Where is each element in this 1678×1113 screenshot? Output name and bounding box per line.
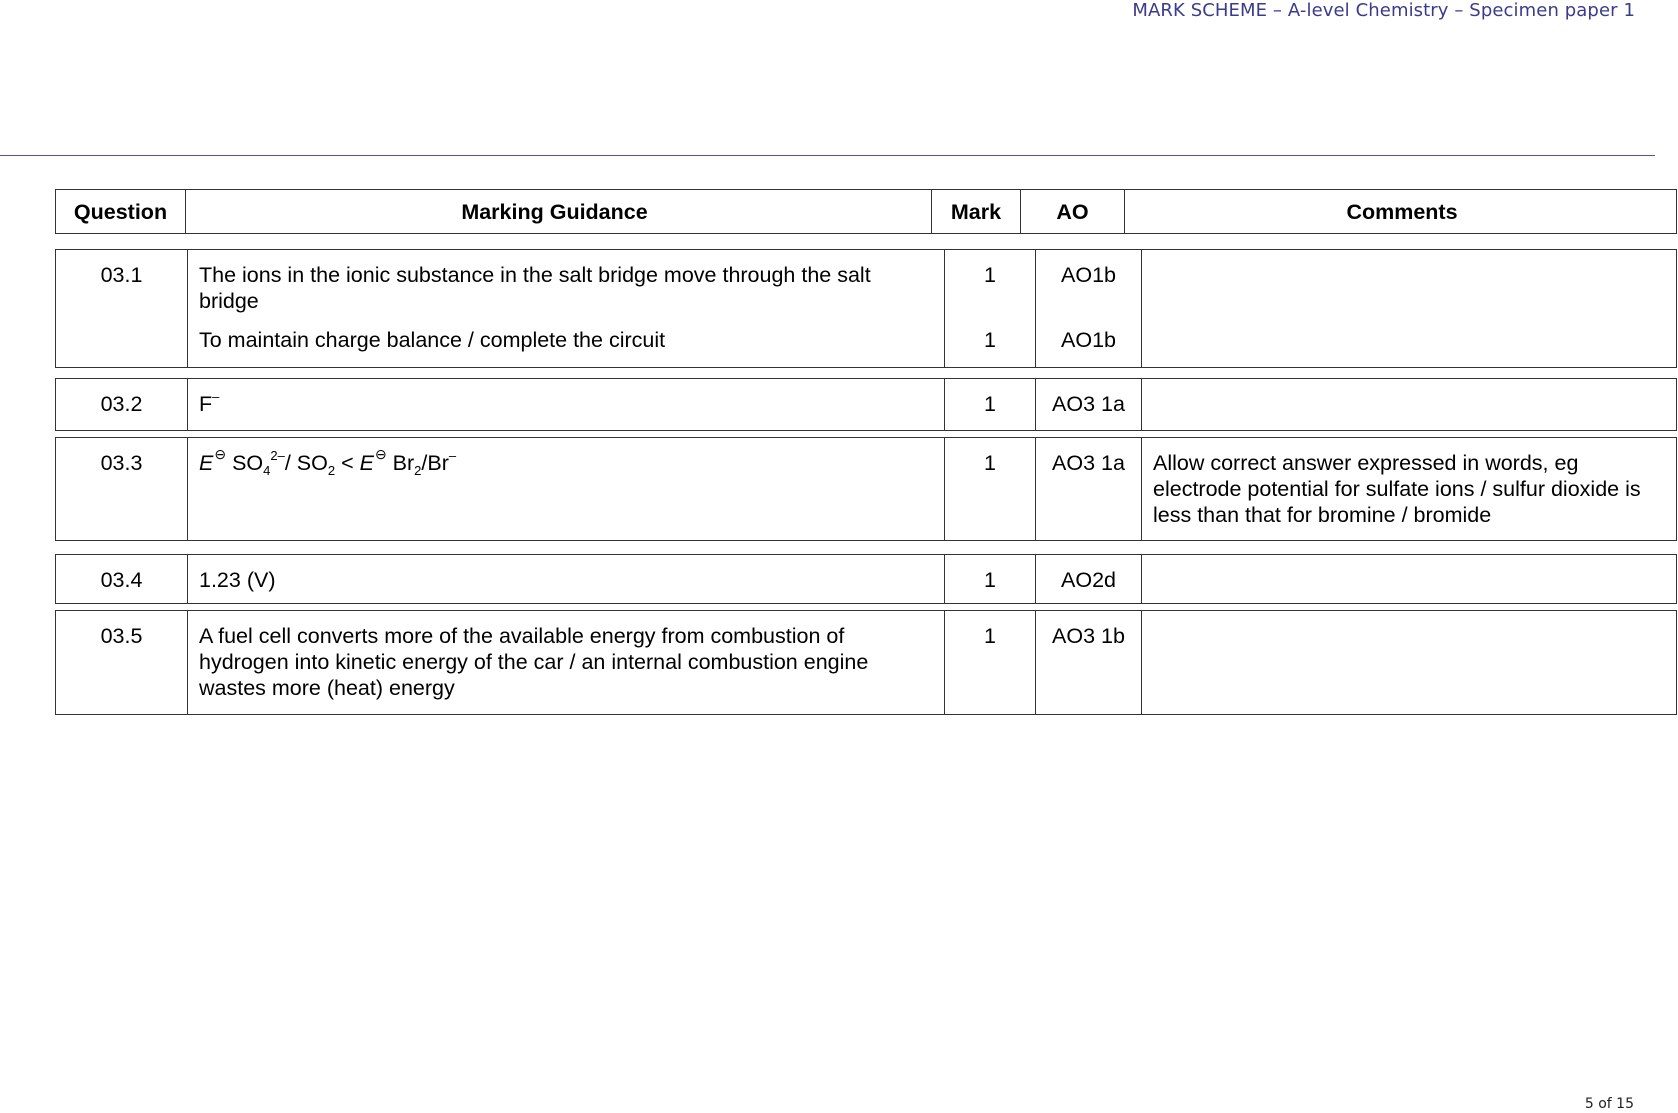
question-table-03-1: [55, 249, 1677, 368]
marking-guidance: [188, 379, 945, 431]
subscript: 2: [327, 463, 336, 478]
assessment-objective: AO3 1a: [1036, 438, 1142, 541]
header-rule: [0, 155, 1655, 156]
running-header: MARK SCHEME – A-level Chemistry – Specimen paper 1: [1132, 0, 1635, 21]
comments: [1142, 555, 1677, 604]
assessment-objective: AO2d: [1036, 555, 1142, 604]
comments: [1142, 611, 1677, 715]
marking-guidance: A fuel cell converts more of the available energy from combustion of hydrogen into kinetic energy of the car / an internal combustion engine wastes more (heat) energy: [188, 611, 945, 715]
table-row: [56, 250, 1677, 368]
subscript: 2: [414, 463, 422, 478]
charge-superscript: –: [212, 389, 220, 404]
marking-guidance: [188, 250, 945, 368]
question-number: 03.1: [56, 250, 188, 368]
header-table: [55, 189, 1677, 234]
question-number: 03.4: [56, 555, 188, 604]
comments: [1142, 379, 1677, 431]
mark: 1: [945, 438, 1036, 541]
superscript: –: [448, 448, 457, 463]
assessment-objective: AO3 1b: [1036, 611, 1142, 715]
assessment-objective: AO3 1a: [1036, 379, 1142, 431]
question-table-03-3: [55, 437, 1677, 541]
mark: 1: [945, 379, 1036, 431]
marking-guidance: 1.23 (V): [188, 555, 945, 604]
mark: 1: [945, 555, 1036, 604]
col-comments-header: Comments: [1125, 190, 1677, 234]
page-number: 5 of 15: [1584, 1096, 1634, 1112]
marking-guidance: [188, 438, 945, 541]
col-ao-header: AO: [1021, 190, 1125, 234]
fluoride-symbol: F: [199, 392, 213, 416]
mark: 1: [945, 611, 1036, 715]
formula-part: SO: [232, 451, 264, 475]
formula-part: / SO: [284, 451, 328, 475]
electrode-potential-symbol: E: [199, 451, 214, 475]
mark-value: 1: [984, 328, 996, 352]
superscript: 2–: [270, 448, 285, 463]
ao-value: AO1b: [1061, 328, 1116, 352]
table-row: [56, 438, 1677, 541]
guidance-line: The ions in the ionic substance in the salt bridge move through the salt bridge: [199, 263, 871, 313]
col-guidance-header: Marking Guidance: [186, 190, 932, 234]
standard-state-symbol: ⊖: [374, 446, 387, 462]
assessment-objective: [1036, 250, 1142, 368]
comments: [1142, 250, 1677, 368]
mark: [945, 250, 1036, 368]
table-row: [56, 555, 1677, 604]
col-question-header: Question: [56, 190, 186, 234]
header-row: [56, 190, 1677, 234]
table-row: [56, 379, 1677, 431]
col-mark-header: Mark: [932, 190, 1021, 234]
question-table-03-4: [55, 554, 1677, 604]
electrode-potential-symbol: E: [359, 451, 374, 475]
formula-part: /Br: [421, 451, 449, 475]
question-number: 03.2: [56, 379, 188, 431]
question-table-03-2: [55, 378, 1677, 431]
less-than: <: [335, 451, 360, 475]
standard-state-symbol: ⊖: [214, 446, 227, 462]
table-row: [56, 611, 1677, 715]
guidance-line: To maintain charge balance / complete the circuit: [199, 328, 666, 352]
question-number: 03.5: [56, 611, 188, 715]
subscript: 4: [263, 463, 271, 478]
ao-value: AO1b: [1061, 263, 1116, 287]
question-table-03-5: [55, 610, 1677, 715]
mark-value: 1: [984, 263, 996, 287]
comments: Allow correct answer expressed in words, eg electrode potential for sulfate ions / sulfur dioxide is less than that for bromine / bromide: [1142, 438, 1677, 541]
question-number: 03.3: [56, 438, 188, 541]
formula-part: Br: [392, 451, 415, 475]
